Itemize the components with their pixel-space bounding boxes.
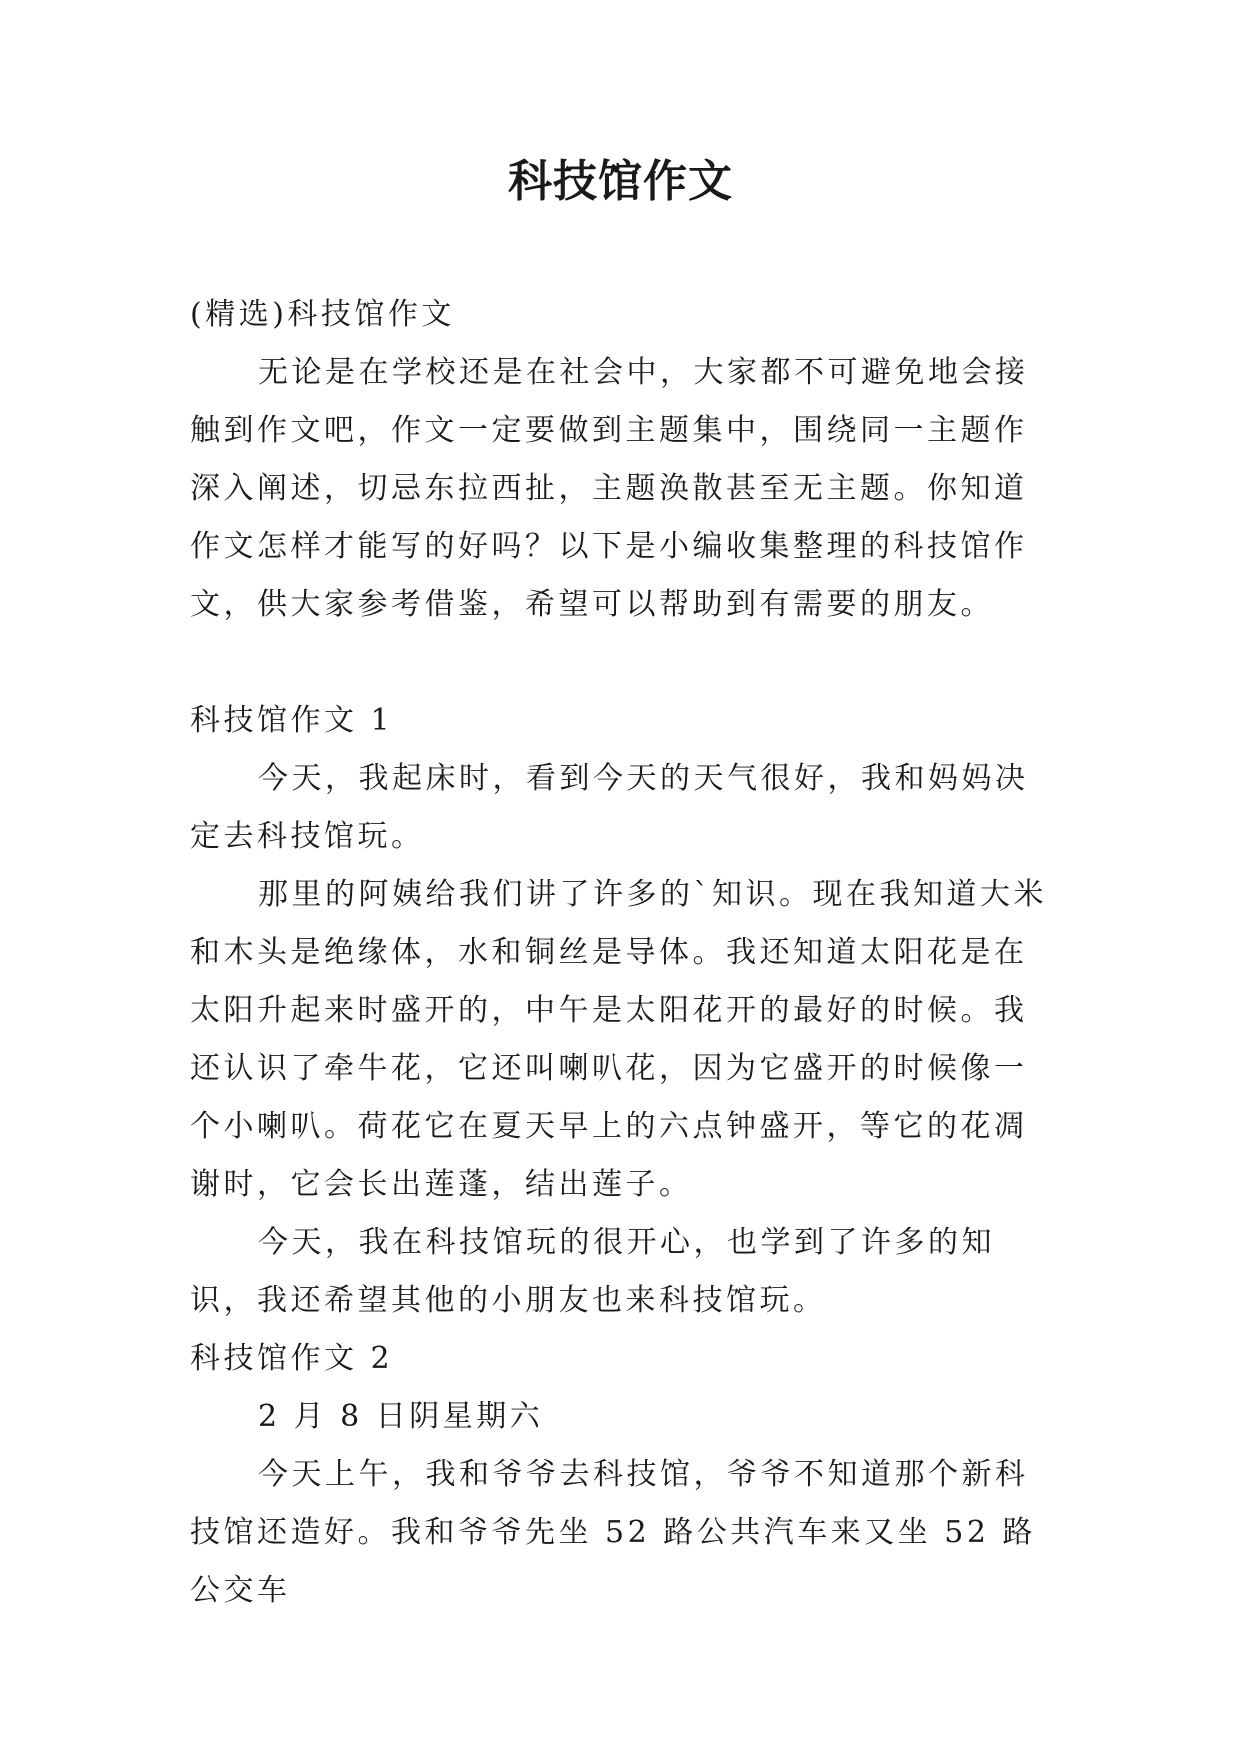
essay-2-date-line: 2 月 8 日阴星期六 — [258, 1399, 544, 1434]
essay-2-paragraph-1: 今天上午，我和爷爷去科技馆，爷爷不知道那个新科技馆还造好。我和爷爷先坐 52 路公共汽车来又坐 52 路公交车 — [190, 1457, 1036, 1608]
intro-heading: (精选)科技馆作文 — [190, 297, 455, 332]
essay-2-heading: 科技馆作文 2 — [190, 1341, 394, 1376]
essay-1-paragraph-1: 今天，我起床时，看到今天的天气很好，我和妈妈决定去科技馆玩。 — [190, 761, 1029, 854]
essay-1-paragraph-3: 今天，我在科技馆玩的很开心，也学到了许多的知识，我还希望其他的小朋友也来科技馆玩。 — [190, 1225, 995, 1318]
document-title: 科技馆作文 — [508, 156, 733, 207]
essay-1-heading: 科技馆作文 1 — [190, 703, 394, 738]
intro-paragraph: 无论是在学校还是在社会中，大家都不可避免地会接触到作文吧，作文一定要做到主题集中，围绕同一主题作深入阐述，切忌东拉西扯，主题涣散甚至无主题。你知道作文怎样才能写的好吗？以下是小编收集整理的科技馆作文，供大家参考借鉴，希望可以帮助到有需要的朋友。 — [190, 355, 1029, 622]
document-body — [190, 286, 1058, 1620]
essay-1-paragraph-2: 那里的阿姨给我们讲了许多的`知识。现在我知道大米和木头是绝缘体，水和铜丝是导体。我还知道太阳花是在太阳升起来时盛开的，中午是太阳花开的最好的时候。我还认识了牵牛花，它还叫喇叭花，因为它盛开的时候像一个小喇叭。荷花它在夏天早上的六点钟盛开，等它的花凋谢时，它会长出莲蓬，结出莲子。 — [190, 877, 1047, 1202]
